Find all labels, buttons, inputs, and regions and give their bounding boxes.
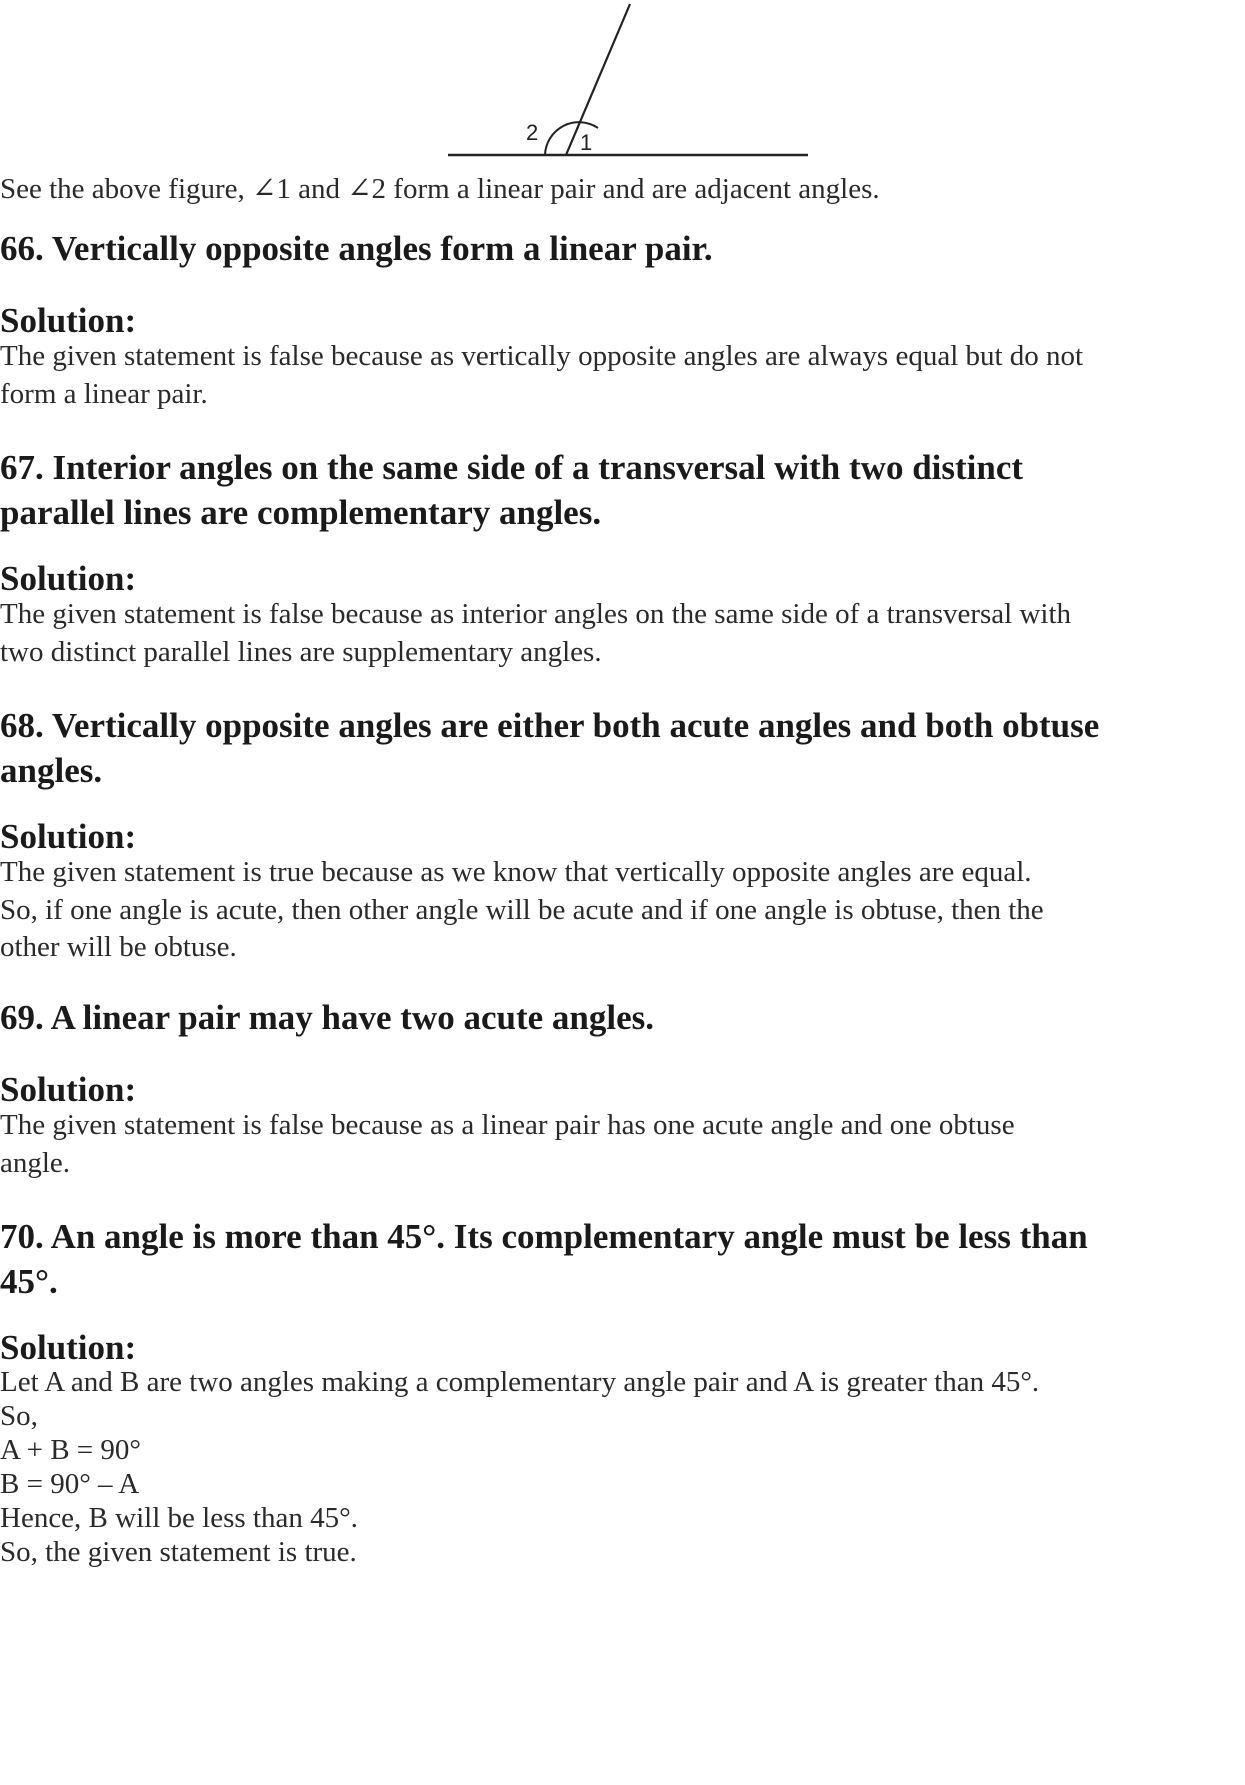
figure-caption <box>0 172 880 206</box>
solution-66 <box>0 338 1245 413</box>
solution-line: Let A and B are two angles making a complementary angle pair and A is greater than 45°. <box>0 1366 1040 1398</box>
caption-middle: and <box>290 173 348 205</box>
question-66 <box>0 226 1240 271</box>
solution-67 <box>0 596 1245 671</box>
question-line: angles. <box>0 751 103 790</box>
solution-heading: Solution: <box>0 1328 137 1367</box>
solution-line: angle. <box>0 1146 71 1179</box>
solution-heading: Solution: <box>0 559 137 598</box>
solution-line: So, if one angle is acute, then other angle will be acute and if one angle is obtuse, then the <box>0 893 1044 926</box>
solution-line: The given statement is true because as we know that vertically opposite angles are equal. <box>0 856 1032 888</box>
ray-line <box>566 4 630 155</box>
question-line: 66. Vertically opposite angles form a linear pair. <box>0 229 713 268</box>
question-70 <box>0 1214 1240 1304</box>
solution-68 <box>0 854 1245 967</box>
angle-label-2: 2 <box>526 120 539 145</box>
solution-heading: Solution: <box>0 301 137 340</box>
angle-1-symbol: ∠1 <box>252 173 291 205</box>
solution-line: two distinct parallel lines are supplementary angles. <box>0 635 602 668</box>
question-69 <box>0 995 1240 1040</box>
angle-2-symbol: ∠2 <box>347 173 387 205</box>
solution-line: other will be obtuse. <box>0 931 237 963</box>
question-67 <box>0 445 1240 535</box>
question-68 <box>0 703 1240 793</box>
solution-line: The given statement is false because as vertically opposite angles are always equal but do not <box>0 340 1084 372</box>
question-line: 70. An angle is more than 45°. Its complementary angle must be less than <box>0 1217 1088 1256</box>
solution-line: Hence, B will be less than 45°. <box>0 1502 358 1534</box>
linear-pair-diagram <box>448 0 808 165</box>
solution-line: So, the given statement is true. <box>0 1536 357 1568</box>
solution-70 <box>0 1365 1245 1569</box>
solution-line: The given statement is false because as interior angles on the same side of a transversal with <box>0 598 1072 630</box>
question-line: 45°. <box>0 1262 58 1301</box>
solution-heading: Solution: <box>0 817 137 856</box>
angle-label-1: 1 <box>580 130 593 155</box>
linear-pair-figure <box>448 0 808 165</box>
equation-line: A + B = 90° <box>0 1434 141 1466</box>
question-line: 68. Vertically opposite angles are either both acute angles and both obtuse <box>0 706 1100 745</box>
solution-line: The given statement is false because as a linear pair has one acute angle and one obtuse <box>0 1109 1015 1141</box>
question-line: 67. Interior angles on the same side of a transversal with two distinct <box>0 448 1024 487</box>
caption-suffix: form a linear pair and are adjacent angles. <box>386 173 880 205</box>
solution-69 <box>0 1107 1245 1182</box>
solution-line: So, <box>0 1400 38 1432</box>
equation-line: B = 90° – A <box>0 1468 140 1500</box>
solution-line: form a linear pair. <box>0 377 208 410</box>
solution-heading: Solution: <box>0 1070 137 1109</box>
question-line: 69. A linear pair may have two acute angles. <box>0 998 654 1037</box>
caption-prefix: See the above figure, <box>0 173 253 205</box>
question-line: parallel lines are complementary angles. <box>0 493 602 532</box>
